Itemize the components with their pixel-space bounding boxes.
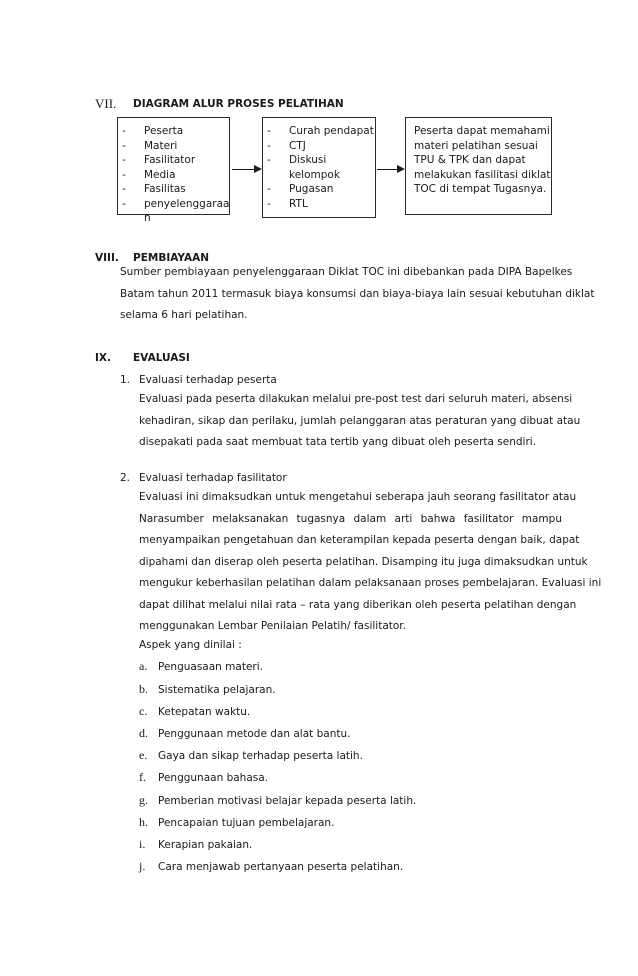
aspect-item: i. Kerapian pakaian. [139,837,253,851]
sub-1-paragraph: Evaluasi pada peserta dilakukan melalui pre-post test dari seluruh materi, absensi kehadiran, sikap dan perilaku, jumlah pelanggaran atas peraturan yang dibuat atau disepakati pada saat membuat tata tertib yang dibuat oleh peserta sendiri. [139,393,581,448]
section-9-numeral: IX. [95,352,111,364]
flow-input-item: - Fasilitator [122,154,196,166]
flow-box-output [405,117,552,215]
aspect-item: h. Pencapaian tujuan pembelajaran. [139,815,335,829]
section-8-paragraph: Sumber pembiayaan penyelenggaraan Diklat TOC ini dibebankan pada DIPA Bapelkes Batam tahun 2011 termasuk biaya konsumsi dan biaya-biaya lain sesuai kebutuhan diklat selama 6 hari pelatihan. [120,266,595,321]
section-7-title: DIAGRAM ALUR PROSES PELATIHAN [133,98,344,110]
aspect-item: g. Pemberian motivasi belajar kepada peserta latih. [139,793,417,807]
aspect-item: d. Penggunaan metode dan alat bantu. [139,726,351,740]
flow-process-item: - Pugasan [267,183,334,195]
aspek-label: Aspek yang dinilai : [139,639,242,651]
flow-input-item: - penyelenggaraa [122,197,230,210]
aspect-item: j. Cara menjawab pertanyaan peserta pelatihan. [139,859,404,873]
flow-input-item: - Media [122,168,176,181]
flow-process-item: kelompok [289,168,340,181]
sub-2-paragraph: Evaluasi ini dimaksudkan untuk mengetahui seberapa jauh seorang fasilitator atau Narasumber melaksanakan tugasnya dalam arti bahwa fasilitator mampu menyampaikan pengetahuan dan keterampilan kepada peserta dengan baik, dapat dipahami dan diserap oleh peserta pelatihan. Disamping itu juga dimaksudkan untuk mengukur keberhasilan pelatihan dalam pelaksanaan proses pembelajaran. Evaluasi ini dapat dilihat melalui nilai rata – rata yang diberikan oleh peserta pelatihan dengan menggunakan Lembar Penilaian Pelatih/ fasilitator. [139,491,602,632]
section-9-title: EVALUASI [133,352,190,364]
flow-box-process [262,117,376,218]
flow-arrow-2 [377,169,403,170]
aspect-item: a. Penguasaan materi. [139,659,263,673]
flow-box-input [117,117,230,224]
flow-output-line: Peserta dapat memahami [414,125,550,137]
sub-2-title: Evaluasi terhadap fasilitator [139,472,287,484]
flow-output-line: TOC di tempat Tugasnya. [414,183,547,195]
flow-input-item: n [144,212,151,224]
flow-output-line: TPU & TPK dan dapat [414,154,526,166]
flow-process-item: - CTJ [267,139,306,152]
flow-process-item: - Diskusi [267,154,327,166]
aspect-item: b. Sistematika pelajaran. [139,682,276,696]
flow-output-line: melakukan fasilitasi diklat [414,168,551,181]
sub-1-title: Evaluasi terhadap peserta [139,374,277,386]
section-7-numeral: VII. [95,96,117,111]
sub-2-number: 2. [120,472,131,484]
flow-process-item: - Curah pendapat [267,125,374,137]
flow-arrow-1 [232,169,260,170]
flow-input-item: - Fasilitas [122,183,186,195]
flow-input-item: - Peserta [122,125,184,137]
section-8-numeral: VIII. [95,252,119,264]
sub-1-number: 1. [120,374,131,386]
flow-input-item: - Materi [122,139,178,152]
aspect-item: f. Penggunaan bahasa. [139,770,269,784]
flow-output-line: materi pelatihan sesuai [414,139,538,152]
aspect-item: e. Gaya dan sikap terhadap peserta latih. [139,748,363,762]
aspect-item: c. Ketepatan waktu. [139,704,251,718]
section-8-title: PEMBIAYAAN [133,252,209,264]
flow-process-item: - RTL [267,197,308,210]
